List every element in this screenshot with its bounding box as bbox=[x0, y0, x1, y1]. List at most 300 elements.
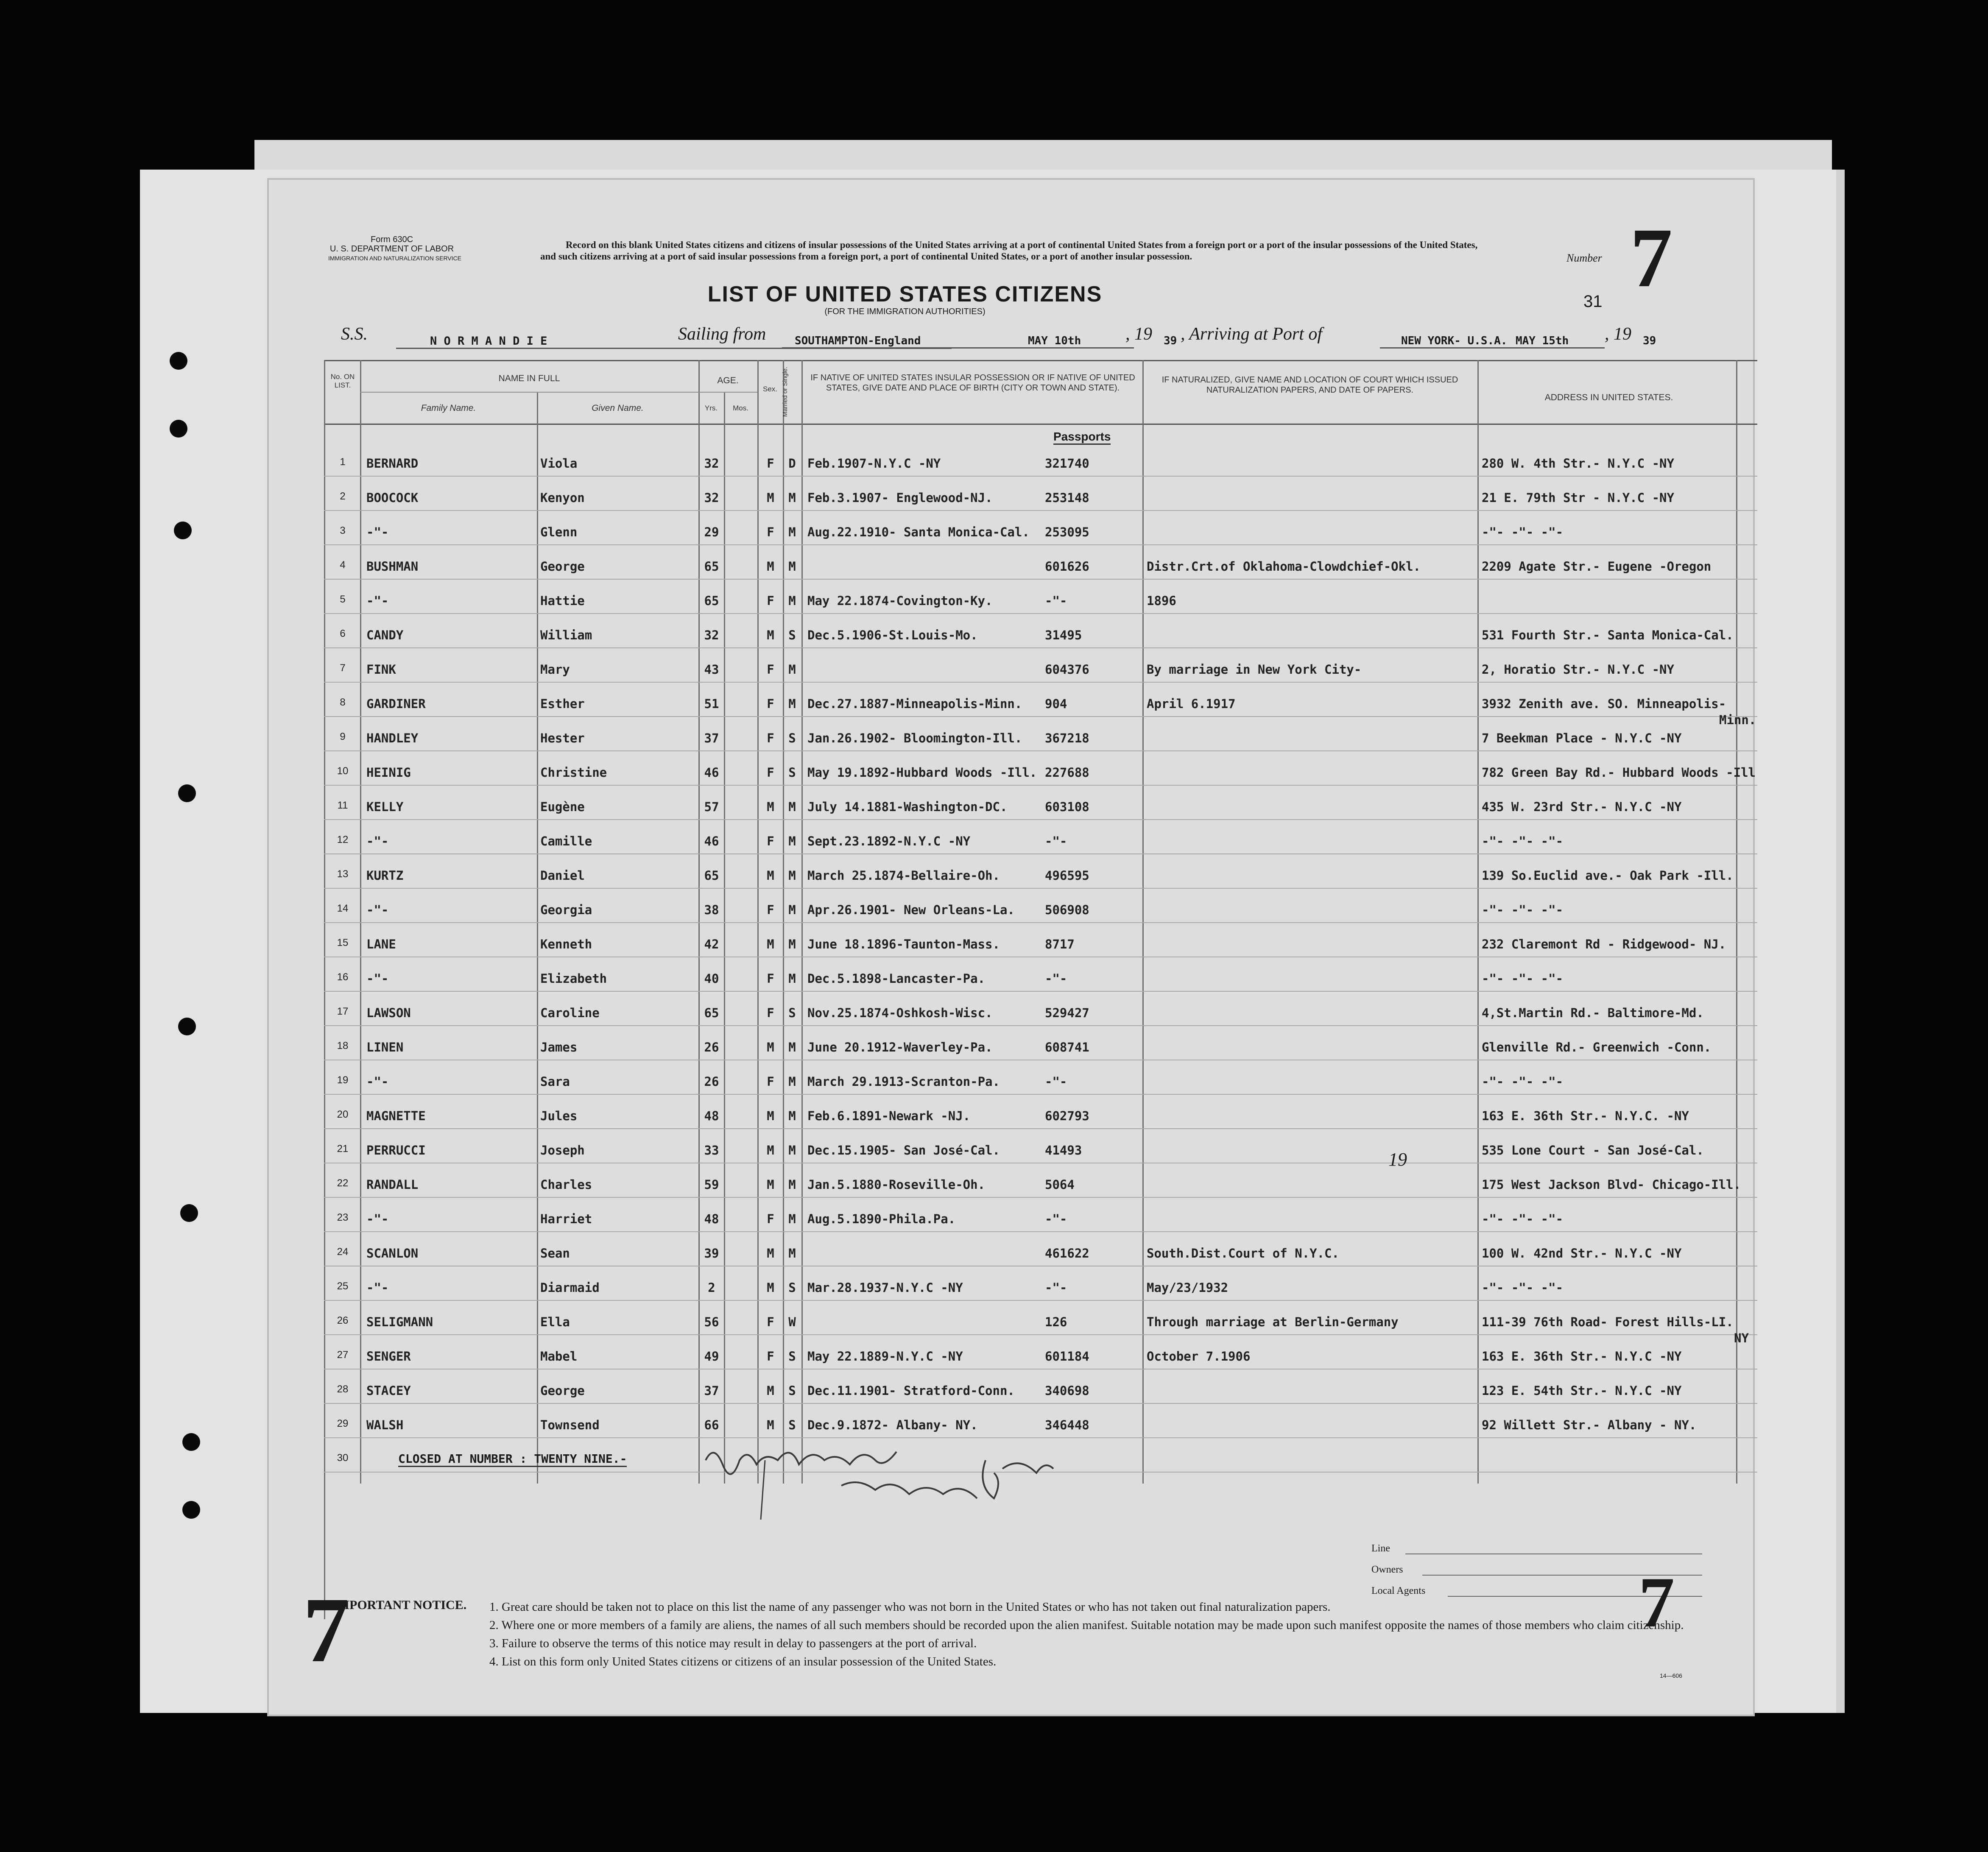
sex: M bbox=[767, 1418, 774, 1432]
age-years: 38 bbox=[704, 903, 719, 917]
punch-hole bbox=[180, 1204, 198, 1222]
passport-number: -"- bbox=[1045, 594, 1067, 608]
number-label: Number bbox=[1566, 252, 1602, 264]
sex: F bbox=[767, 903, 774, 917]
arrival-port: NEW YORK- U.S.A. bbox=[1380, 335, 1605, 349]
footer-big-number-left: 7 bbox=[303, 1578, 349, 1682]
passport-number: 367218 bbox=[1045, 731, 1089, 745]
given-name: William bbox=[540, 628, 592, 642]
notice-title: IMPORTANT NOTICE. bbox=[332, 1598, 467, 1612]
birth-info: May 22.1889-N.Y.C -NY bbox=[807, 1349, 963, 1364]
us-address: 4,St.Martin Rd.- Baltimore-Md. bbox=[1482, 1006, 1704, 1020]
age-years: 37 bbox=[704, 1383, 719, 1398]
birth-info: Feb.1907-N.Y.C -NY bbox=[807, 456, 941, 471]
age-years: 26 bbox=[704, 1040, 719, 1054]
us-address: 232 Claremont Rd - Ridgewood- NJ. bbox=[1482, 937, 1726, 951]
page-subtitle: (FOR THE IMMIGRATION AUTHORITIES) bbox=[824, 307, 986, 316]
family-name: -"- bbox=[366, 834, 389, 848]
passport-number: 904 bbox=[1045, 697, 1067, 711]
sex: F bbox=[767, 731, 774, 745]
us-address: -"- -"- -"- bbox=[1482, 525, 1564, 539]
us-address: -"- -"- -"- bbox=[1482, 903, 1564, 917]
us-address: Glenville Rd.- Greenwich -Conn. bbox=[1482, 1040, 1712, 1054]
birth-info: Nov.25.1874-Oshkosh-Wisc. bbox=[807, 1006, 993, 1020]
notice-item: 1. Great care should be taken not to place on this list the name of any passenger who was not born in the United States or who has not taken out final naturalization papers. bbox=[489, 1600, 1331, 1614]
given-name: Mabel bbox=[540, 1349, 578, 1364]
age-years: 57 bbox=[704, 800, 719, 814]
row-number: 7 bbox=[340, 662, 346, 674]
sex: M bbox=[767, 1280, 774, 1295]
sex: F bbox=[767, 1006, 774, 1020]
sex: F bbox=[767, 594, 774, 608]
row-rule bbox=[324, 819, 1757, 820]
passport-number: -"- bbox=[1045, 1212, 1067, 1226]
us-address: 782 Green Bay Rd.- Hubbard Woods -Ill bbox=[1482, 765, 1756, 780]
passport-number: 41493 bbox=[1045, 1143, 1082, 1158]
given-name: Eugène bbox=[540, 800, 585, 814]
birth-info: May 22.1874-Covington-Ky. bbox=[807, 594, 993, 608]
year-prefix-2: , 19 bbox=[1605, 324, 1631, 344]
age-years: 37 bbox=[704, 731, 719, 745]
family-name: -"- bbox=[366, 971, 389, 986]
col-header-sex: Sex. bbox=[762, 385, 778, 393]
marital-status: S bbox=[788, 1006, 796, 1020]
address-continuation: NY bbox=[1734, 1331, 1749, 1345]
row-number: 2 bbox=[340, 491, 346, 502]
passport-number: 321740 bbox=[1045, 456, 1089, 471]
naturalization-info: Distr.Crt.of Oklahoma-Clowdchief-Okl. bbox=[1147, 559, 1421, 574]
birth-info: Dec.9.1872- Albany- NY. bbox=[807, 1418, 978, 1432]
departure-port: SOUTHAMPTON-England bbox=[782, 335, 1015, 349]
us-address: 3932 Zenith ave. SO. Minneapolis- bbox=[1482, 697, 1726, 711]
us-address: 175 West Jackson Blvd- Chicago-Ill. bbox=[1482, 1177, 1741, 1192]
passport-number: -"- bbox=[1045, 834, 1067, 848]
row-number: 17 bbox=[337, 1006, 349, 1017]
col-header-naturalized: IF NATURALIZED, GIVE NAME AND LOCATION OF COURT WHICH ISSUED NATURALIZATION PAPERS, AND DATE OF PAPERS. bbox=[1162, 375, 1458, 395]
passport-number: 608741 bbox=[1045, 1040, 1089, 1054]
punch-hole bbox=[174, 522, 192, 539]
arriving-label: , Arriving at Port of bbox=[1181, 324, 1323, 344]
row-rule bbox=[324, 682, 1757, 683]
row-number: 12 bbox=[337, 834, 349, 845]
age-years: 59 bbox=[704, 1177, 719, 1192]
col-header-no: No. ON LIST. bbox=[330, 373, 355, 389]
family-name: KELLY bbox=[366, 800, 404, 814]
row-rule bbox=[324, 750, 1757, 751]
notice-item: 3. Failure to observe the terms of this notice may result in delay to passengers at the port of arrival. bbox=[489, 1637, 977, 1650]
marital-status: M bbox=[788, 971, 796, 986]
sex: M bbox=[767, 1040, 774, 1054]
sex: M bbox=[767, 1177, 774, 1192]
passport-number: 461622 bbox=[1045, 1246, 1089, 1261]
sex: M bbox=[767, 628, 774, 642]
family-name: WALSH bbox=[366, 1418, 404, 1432]
row-number: 15 bbox=[337, 937, 349, 948]
sex: M bbox=[767, 800, 774, 814]
birth-info: June 20.1912-Waverley-Pa. bbox=[807, 1040, 993, 1054]
given-name: Caroline bbox=[540, 1006, 600, 1020]
arrival-date: MAY 15th bbox=[1516, 335, 1569, 347]
form-header-block bbox=[328, 235, 461, 263]
row-number: 8 bbox=[340, 697, 346, 708]
age-years: 46 bbox=[704, 765, 719, 780]
passport-number: -"- bbox=[1045, 1074, 1067, 1089]
family-name: BUSHMAN bbox=[366, 559, 419, 574]
family-name: BERNARD bbox=[366, 456, 419, 471]
birth-info: Aug.22.1910- Santa Monica-Cal. bbox=[807, 525, 1030, 539]
given-name: Hester bbox=[540, 731, 585, 745]
col-header-yrs: Yrs. bbox=[704, 404, 718, 412]
sex: F bbox=[767, 456, 774, 471]
departure-date: MAY 10th bbox=[1015, 335, 1134, 349]
col-divider bbox=[1477, 360, 1479, 1484]
row-rule bbox=[324, 1300, 1757, 1301]
age-years: 56 bbox=[704, 1315, 719, 1329]
sex: M bbox=[767, 937, 774, 951]
marital-status: M bbox=[788, 868, 796, 883]
given-name: Townsend bbox=[540, 1418, 600, 1432]
age-years: 43 bbox=[704, 662, 719, 677]
marital-status: S bbox=[788, 765, 796, 780]
punch-hole bbox=[170, 352, 187, 370]
punch-hole bbox=[182, 1501, 200, 1519]
row-rule bbox=[324, 1231, 1757, 1232]
marital-status: S bbox=[788, 628, 796, 642]
row-number: 11 bbox=[337, 800, 348, 811]
punch-hole bbox=[178, 784, 196, 802]
us-address: 2, Horatio Str.- N.Y.C -NY bbox=[1482, 662, 1674, 677]
row-number: 9 bbox=[340, 731, 346, 742]
header-bottom-border bbox=[324, 424, 1757, 425]
list-number: 7 bbox=[1630, 211, 1672, 305]
age-years: 65 bbox=[704, 559, 719, 574]
marital-status: M bbox=[788, 491, 796, 505]
sex: F bbox=[767, 525, 774, 539]
family-name: SCANLON bbox=[366, 1246, 419, 1261]
marital-status: M bbox=[788, 559, 796, 574]
marital-status: M bbox=[788, 800, 796, 814]
sheet-number: 31 bbox=[1583, 292, 1603, 311]
sex: F bbox=[767, 1212, 774, 1226]
col-header-given: Given Name. bbox=[592, 403, 644, 413]
row-number: 5 bbox=[340, 594, 346, 605]
us-address: 123 E. 54th Str.- N.Y.C -NY bbox=[1482, 1383, 1682, 1398]
row-rule bbox=[324, 579, 1757, 580]
sex: F bbox=[767, 1315, 774, 1329]
family-name: LINEN bbox=[366, 1040, 404, 1054]
family-name: CANDY bbox=[366, 628, 404, 642]
col-divider bbox=[724, 392, 725, 1484]
row-number: 27 bbox=[337, 1349, 349, 1361]
sex: M bbox=[767, 868, 774, 883]
marital-status: S bbox=[788, 1418, 796, 1432]
col-divider bbox=[537, 392, 538, 1484]
col-header-birth: IF NATIVE OF UNITED STATES INSULAR POSSESSION OR IF NATIVE OF UNITED STATES, GIVE DATE AND PLACE OF BIRTH (CITY OR TOWN AND STATE). bbox=[810, 373, 1135, 393]
family-name: PERRUCCI bbox=[366, 1143, 426, 1158]
given-name: Ella bbox=[540, 1315, 570, 1329]
birth-info: June 18.1896-Taunton-Mass. bbox=[807, 937, 1000, 951]
passport-number: 506908 bbox=[1045, 903, 1089, 917]
given-name: Jules bbox=[540, 1109, 578, 1123]
marital-status: M bbox=[788, 1109, 796, 1123]
birth-info: Feb.3.1907- Englewood-NJ. bbox=[807, 491, 993, 505]
passport-number: 603108 bbox=[1045, 800, 1089, 814]
row-number: 29 bbox=[337, 1418, 349, 1429]
row-rule bbox=[324, 1025, 1757, 1026]
punch-hole bbox=[178, 1018, 196, 1035]
form-number: Form 630C bbox=[370, 235, 413, 244]
manifest-page bbox=[267, 178, 1755, 1716]
age-years: 66 bbox=[704, 1418, 719, 1432]
row-number: 16 bbox=[337, 971, 349, 983]
us-address: 21 E. 79th Str - N.Y.C -NY bbox=[1482, 491, 1674, 505]
naturalization-info: 1896 bbox=[1147, 594, 1176, 608]
passport-number: 227688 bbox=[1045, 765, 1089, 780]
passport-number: 602793 bbox=[1045, 1109, 1089, 1123]
sex: F bbox=[767, 1349, 774, 1364]
row-rule bbox=[324, 613, 1757, 614]
us-address: 92 Willett Str.- Albany - NY. bbox=[1482, 1418, 1697, 1432]
age-years: 49 bbox=[704, 1349, 719, 1364]
family-name: MAGNETTE bbox=[366, 1109, 426, 1123]
row-number: 30 bbox=[337, 1452, 349, 1464]
age-years: 51 bbox=[704, 697, 719, 711]
marital-status: M bbox=[788, 594, 796, 608]
arrival-year: 39 bbox=[1643, 335, 1656, 347]
col-header-mos: Mos. bbox=[733, 404, 748, 412]
given-name: James bbox=[540, 1040, 578, 1054]
row-number: 26 bbox=[337, 1315, 349, 1326]
given-name: Sara bbox=[540, 1074, 570, 1089]
us-address: -"- -"- -"- bbox=[1482, 971, 1564, 986]
sex: F bbox=[767, 697, 774, 711]
family-name: SENGER bbox=[366, 1349, 411, 1364]
age-years: 40 bbox=[704, 971, 719, 986]
family-name: GARDINER bbox=[366, 697, 426, 711]
punch-hole bbox=[170, 420, 187, 438]
row-number: 14 bbox=[337, 903, 349, 914]
family-name: KURTZ bbox=[366, 868, 404, 883]
age-years: 32 bbox=[704, 491, 719, 505]
col-divider bbox=[801, 360, 803, 1484]
age-years: 48 bbox=[704, 1109, 719, 1123]
row-number: 18 bbox=[337, 1040, 349, 1052]
given-name: George bbox=[540, 1383, 585, 1398]
row-number: 4 bbox=[340, 559, 346, 571]
row-rule bbox=[324, 853, 1757, 854]
col-divider bbox=[1142, 360, 1144, 1484]
line-label: Line bbox=[1371, 1543, 1390, 1554]
us-address: 163 E. 36th Str.- N.Y.C. -NY bbox=[1482, 1109, 1689, 1123]
row-rule bbox=[324, 922, 1757, 923]
sex: F bbox=[767, 765, 774, 780]
birth-info: Apr.26.1901- New Orleans-La. bbox=[807, 903, 1015, 917]
given-name: Christine bbox=[540, 765, 607, 780]
passport-number: -"- bbox=[1045, 1280, 1067, 1295]
given-name: Glenn bbox=[540, 525, 578, 539]
row-number: 6 bbox=[340, 628, 346, 639]
age-years: 65 bbox=[704, 1006, 719, 1020]
given-name: Camille bbox=[540, 834, 592, 848]
age-years: 65 bbox=[704, 594, 719, 608]
given-name: Kenyon bbox=[540, 491, 585, 505]
age-years: 2 bbox=[708, 1280, 715, 1295]
passport-number: 253148 bbox=[1045, 491, 1089, 505]
row-rule bbox=[324, 888, 1757, 889]
passport-number: 601184 bbox=[1045, 1349, 1089, 1364]
stamp-number: 19 bbox=[1388, 1149, 1407, 1170]
punch-hole bbox=[182, 1433, 200, 1451]
us-address: 535 Lone Court - San José-Cal. bbox=[1482, 1143, 1704, 1158]
sex: F bbox=[767, 971, 774, 986]
marital-status: M bbox=[788, 1212, 796, 1226]
inspector-signature bbox=[697, 1435, 1058, 1537]
us-address: 531 Fourth Str.- Santa Monica-Cal. bbox=[1482, 628, 1734, 642]
us-address: 280 W. 4th Str.- N.Y.C -NY bbox=[1482, 456, 1674, 471]
given-name: George bbox=[540, 559, 585, 574]
sex: M bbox=[767, 1109, 774, 1123]
us-address: 139 So.Euclid ave.- Oak Park -Ill. bbox=[1482, 868, 1734, 883]
marital-status: M bbox=[788, 834, 796, 848]
age-years: 46 bbox=[704, 834, 719, 848]
table-top-border bbox=[324, 360, 1757, 361]
given-name: Sean bbox=[540, 1246, 570, 1261]
marital-status: M bbox=[788, 697, 796, 711]
family-name: STACEY bbox=[366, 1383, 411, 1398]
passports-heading: Passports bbox=[1053, 430, 1111, 445]
birth-info: Feb.6.1891-Newark -NJ. bbox=[807, 1109, 971, 1123]
age-years: 65 bbox=[704, 868, 719, 883]
family-name: -"- bbox=[366, 525, 389, 539]
sex: F bbox=[767, 662, 774, 677]
row-number: 1 bbox=[340, 456, 346, 468]
family-name: SELIGMANN bbox=[366, 1315, 433, 1329]
birth-info: Dec.5.1906-St.Louis-Mo. bbox=[807, 628, 978, 642]
closing-line: CLOSED AT NUMBER : TWENTY NINE.- bbox=[398, 1452, 627, 1467]
given-name: Harriet bbox=[540, 1212, 592, 1226]
marital-status: S bbox=[788, 1349, 796, 1364]
us-address: -"- -"- -"- bbox=[1482, 1074, 1564, 1089]
family-name: RANDALL bbox=[366, 1177, 419, 1192]
notice-list bbox=[489, 1598, 1728, 1671]
col-header-name: NAME IN FULL bbox=[498, 374, 560, 383]
sailing-from-label: Sailing from bbox=[678, 324, 766, 344]
given-name: Daniel bbox=[540, 868, 585, 883]
row-number: 21 bbox=[337, 1143, 349, 1155]
sex: M bbox=[767, 559, 774, 574]
year-prefix-1: , 19 bbox=[1125, 324, 1152, 344]
marital-status: W bbox=[788, 1315, 796, 1329]
us-address: 100 W. 42nd Str.- N.Y.C -NY bbox=[1482, 1246, 1682, 1261]
age-years: 32 bbox=[704, 456, 719, 471]
us-address: -"- -"- -"- bbox=[1482, 1212, 1564, 1226]
row-number: 24 bbox=[337, 1246, 349, 1258]
row-number: 20 bbox=[337, 1109, 349, 1120]
naturalization-info: South.Dist.Court of N.Y.C. bbox=[1147, 1246, 1339, 1261]
row-number: 22 bbox=[337, 1177, 349, 1189]
row-rule bbox=[324, 1128, 1757, 1129]
col-header-family: Family Name. bbox=[421, 403, 476, 413]
ss-label: S.S. bbox=[341, 324, 368, 344]
naturalization-info: By marriage in New York City- bbox=[1147, 662, 1362, 677]
family-name: -"- bbox=[366, 1280, 389, 1295]
row-number: 23 bbox=[337, 1212, 349, 1223]
marital-status: M bbox=[788, 1177, 796, 1192]
marital-status: S bbox=[788, 731, 796, 745]
row-rule bbox=[324, 1197, 1757, 1198]
passport-number: 31495 bbox=[1045, 628, 1082, 642]
marital-status: M bbox=[788, 1040, 796, 1054]
marital-status: M bbox=[788, 1246, 796, 1261]
passport-number: 126 bbox=[1045, 1315, 1067, 1329]
passport-number: -"- bbox=[1045, 971, 1067, 986]
birth-info: Dec.15.1905- San José-Cal. bbox=[807, 1143, 1000, 1158]
row-number: 10 bbox=[337, 765, 349, 777]
row-rule bbox=[324, 647, 1757, 648]
marital-status: M bbox=[788, 903, 796, 917]
given-name: Joseph bbox=[540, 1143, 585, 1158]
passport-number: 601626 bbox=[1045, 559, 1089, 574]
sex: M bbox=[767, 1246, 774, 1261]
birth-info: July 14.1881-Washington-DC. bbox=[807, 800, 1008, 814]
age-years: 26 bbox=[704, 1074, 719, 1089]
marital-status: S bbox=[788, 1383, 796, 1398]
family-name: HEINIG bbox=[366, 765, 411, 780]
passport-number: 496595 bbox=[1045, 868, 1089, 883]
naturalization-info: Through marriage at Berlin-Germany bbox=[1147, 1315, 1399, 1329]
row-rule bbox=[324, 991, 1757, 992]
family-name: BOOCOCK bbox=[366, 491, 419, 505]
row-number: 25 bbox=[337, 1280, 349, 1292]
passport-number: 5064 bbox=[1045, 1177, 1075, 1192]
family-name: -"- bbox=[366, 594, 389, 608]
row-number: 13 bbox=[337, 868, 349, 880]
notice-item: 4. List on this form only United States citizens or citizens of an insular possession of the United States. bbox=[489, 1655, 997, 1668]
sex: M bbox=[767, 1143, 774, 1158]
birth-info: Sept.23.1892-N.Y.C -NY bbox=[807, 834, 971, 848]
marital-status: S bbox=[788, 1280, 796, 1295]
row-rule bbox=[324, 1403, 1757, 1404]
given-name: Kenneth bbox=[540, 937, 592, 951]
row-rule bbox=[324, 1334, 1757, 1335]
given-name: Diarmaid bbox=[540, 1280, 600, 1295]
given-name: Georgia bbox=[540, 903, 592, 917]
form-instructions: Record on this blank United States citizens and citizens of insular possessions of the United States arriving at a port of continental United States from a foreign port or a port of the insular possessions of the United States, and such citizens arriving at a port of said insular possessions from a foreign port, a port of continental United States, or a port of another insular possession. bbox=[540, 240, 1478, 262]
birth-info: Dec.27.1887-Minneapolis-Minn. bbox=[807, 697, 1022, 711]
age-years: 42 bbox=[704, 937, 719, 951]
sex: F bbox=[767, 834, 774, 848]
passport-number: 529427 bbox=[1045, 1006, 1089, 1020]
footer-big-number-right: 7 bbox=[1639, 1562, 1675, 1642]
given-name: Charles bbox=[540, 1177, 592, 1192]
row-rule bbox=[324, 510, 1757, 511]
birth-info: Jan.26.1902- Bloomington-Ill. bbox=[807, 731, 1022, 745]
row-number: 3 bbox=[340, 525, 346, 536]
passport-number: 253095 bbox=[1045, 525, 1089, 539]
passport-number: 8717 bbox=[1045, 937, 1075, 951]
family-name: LAWSON bbox=[366, 1006, 411, 1020]
us-address: -"- -"- -"- bbox=[1482, 834, 1564, 848]
given-name: Esther bbox=[540, 697, 585, 711]
us-address: 163 E. 36th Str.- N.Y.C -NY bbox=[1482, 1349, 1682, 1364]
table-left-border bbox=[324, 360, 325, 1619]
row-rule bbox=[324, 1094, 1757, 1095]
family-name: FINK bbox=[366, 662, 396, 677]
us-address: 2209 Agate Str.- Eugene -Oregon bbox=[1482, 559, 1712, 574]
birth-info: Dec.5.1898-Lancaster-Pa. bbox=[807, 971, 986, 986]
passport-number: 340698 bbox=[1045, 1383, 1089, 1398]
notice-item: 2. Where one or more members of a family are aliens, the names of all such members should be recorded upon the alien manifest. Suitable notation may be made upon such manifest opposite the names of those members who claim citizenship. bbox=[489, 1618, 1684, 1632]
